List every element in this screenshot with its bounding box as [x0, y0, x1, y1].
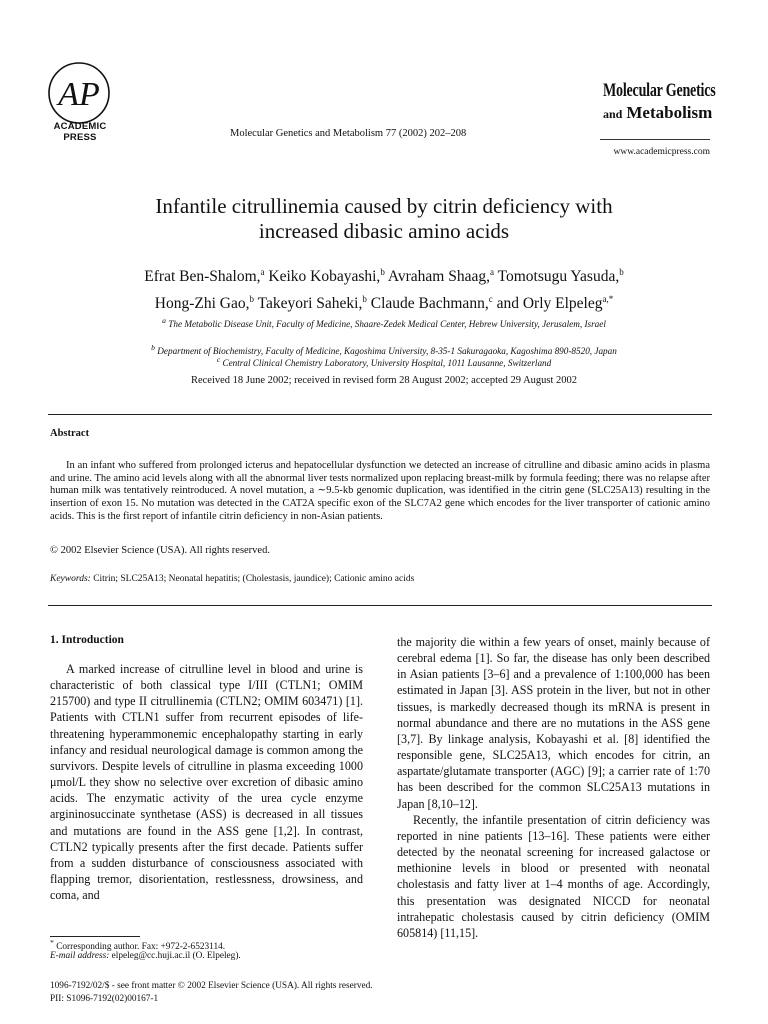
- author-name: Keiko Kobayashi,: [264, 268, 381, 286]
- keywords-list: Citrin; SLC25A13; Neonatal hepatitis; (Cholestasis, jaundice); Cationic amino acids: [90, 574, 415, 584]
- author-name: Claude Bachmann,: [366, 295, 489, 313]
- author-line-1: [60, 261, 708, 288]
- footer-issn-line: 1096-7192/02/$ - see front matter © 2002 Elsevier Science (USA). All rights reserved.: [50, 981, 373, 991]
- author-affiliation-mark: a,*: [602, 294, 614, 305]
- footnote-email-label: E-mail address:: [50, 951, 110, 961]
- footnote-email-link[interactable]: elpeleg@cc.huji.ac.il (O. Elpeleg).: [109, 951, 241, 961]
- publisher-logo: [46, 60, 112, 126]
- abstract-heading: Abstract: [50, 428, 90, 439]
- article-title: [60, 194, 708, 244]
- body-paragraph: A marked increase of citrulline level in blood and urine is characteristic of both classical type I/III (CTLN1; OMIM 215700) and type II citrullinemia (CTLN2; OMIM 603471) [1]. Patients with CTLN1 suffer from recurrent episodes of life-threatening hyperammonemic encephalopathy starting in early infancy and residual neurological damage is common among the survivors. Despite levels of citrulline in plasma exceeding 1000 μmol/L they show no selective over excretion of dibasic amino acids. The enzymatic activity of the urea cycle enzyme argininosuccinate synthetase (ASS) is decreased in all tissues and mutations are found in the ASS gene [1,2]. In contrast, CTLN2 typically presents after the first decade. Patients suffer from a sudden disturbance of consciousness associated with flapping tremor, disorientation, restlessness, drowsiness, and coma, and: [50, 662, 363, 903]
- body-paragraph: the majority die within a few years of onset, mainly because of cerebral edema [1]. So far, the disease has only been described in Asian patients [3–6] and a prevalence of 1:100,000 has been estimated in Japan [3]. ASS protein in the liver, but not in other tissues, is markedly decreased though its mRNA is present in normal abundance and there are no mutations in the ASS gene [3,7]. By linkage analysis, Kobayashi et al. [8] identified the responsible gene, SLC25A13, which encodes for citrin, an aspartate/glutamate transporter (AGC) [9]; a carrier rate of 1:70 has been described for the common SLC25A13 mutations in Japan [8,10–12].: [397, 635, 710, 811]
- abstract-text: In an infant who suffered from prolonged icterus and hepatocellular dysfunction we detected an increase of citrulline and dibasic amino acids in plasma and urine. The amino acid levels along with all the abnormal liver tests normalized upon replacing breast-milk by formula feeding; there was no relapse after human milk was tentatively reintroduced. A novel mutation, a ∼9.5-kb genomic duplication, was identified in the citrin gene (SLC25A13) resulting in the insertion of exon 15. No mutation was detected in the CAT2A specific exon of the SLC7A2 gene which encodes for the liver transporter of cationic amino acids. This is the first report of infantile citrin deficiency in non-Asian patients.: [50, 460, 710, 522]
- article-title-line2: increased dibasic amino acids: [258, 219, 510, 243]
- author-affiliation-mark: a: [260, 267, 265, 277]
- footnote-email: [50, 951, 241, 961]
- author-name: Takeyori Saheki,: [253, 295, 363, 313]
- abstract-bottom-rule: [48, 605, 712, 606]
- footnote-rule: [50, 936, 140, 937]
- author-affiliation-mark: b: [249, 294, 254, 305]
- journal-url-link[interactable]: www.academicpress.com: [613, 147, 710, 157]
- author-affiliation-mark: c: [488, 294, 493, 305]
- affiliation-mark: a: [162, 316, 166, 325]
- journal-citation: Molecular Genetics and Metabolism 77 (2002) 202–208: [230, 128, 467, 139]
- received-dates: Received 18 June 2002; received in revised form 28 August 2002; accepted 29 August 2002: [190, 375, 578, 386]
- author-affiliation-mark: b: [362, 294, 367, 305]
- journal-brand-line2: [603, 103, 712, 123]
- affiliation-text: Central Clinical Chemistry Laboratory, University Hospital, 1011 Lausanne, Switzerland: [222, 358, 552, 369]
- author-name: and Orly Elpeleg: [492, 295, 603, 313]
- affiliation-c: [90, 353, 678, 370]
- article-title-line1: Infantile citrullinemia caused by citrin deficiency with: [155, 194, 613, 218]
- affiliation-mark: c: [216, 355, 221, 364]
- publisher-name-line2: PRESS: [63, 132, 97, 143]
- affiliation-text: Department of Biochemistry, Faculty of Medicine, Kagoshima University, 8-35-1 Sakuragaoka, Kagoshima 890-8520, Japan: [157, 346, 617, 357]
- journal-brand-line1: Molecular Genetics: [603, 80, 716, 101]
- affiliation-a: [90, 314, 678, 331]
- body-column-right: [397, 634, 710, 941]
- keywords-label: Keywords:: [50, 574, 91, 584]
- body-paragraph: Recently, the infantile presentation of citrin deficiency was reported in nine patients [13–16]. These patients were either detected by the neonatal screening for increased galactose or methionine levels in blood or presented with neonatal cholestasis and fatty liver at 1–4 months of age. Accordingly, this presentation was designated NICCD for neonatal intrahepatic cholestasis caused by citrin deficiency (OMIM 605814) [11,15].: [397, 812, 710, 940]
- footnote-mark: *: [50, 938, 54, 947]
- journal-brand-metabolism: Metabolism: [626, 103, 713, 122]
- author-affiliation-mark: b: [380, 267, 385, 277]
- brand-divider: [600, 139, 710, 140]
- author-name: Avraham Shaag,: [384, 268, 490, 286]
- author-list: [60, 261, 708, 315]
- author-name: Tomotsugu Yasuda,: [493, 268, 620, 286]
- body-column-left: [50, 661, 363, 903]
- author-affiliation-mark: a: [489, 267, 494, 277]
- publisher-name-line1: ACADEMIC: [53, 121, 107, 132]
- affiliation-mark: b: [151, 343, 155, 352]
- footnote-text: Corresponding author. Fax: +972-2-6523114.: [56, 942, 226, 953]
- abstract-top-rule: [48, 414, 712, 415]
- section-heading-introduction: 1. Introduction: [50, 634, 124, 646]
- keywords: [50, 574, 414, 584]
- author-name: Hong-Zhi Gao,: [154, 295, 250, 313]
- journal-brand-and: and: [603, 107, 623, 121]
- footnote-corresponding-author: [50, 938, 225, 952]
- affiliation-text: The Metabolic Disease Unit, Faculty of Medicine, Shaare-Zedek Medical Center, Hebrew University, Jerusalem, Israel: [168, 319, 606, 330]
- author-line-2: [60, 288, 708, 315]
- author-name: Efrat Ben-Shalom,: [144, 268, 261, 286]
- author-affiliation-mark: b: [619, 267, 624, 277]
- publisher-logo-text: AP: [58, 76, 100, 113]
- footer-pii-line: PII: S1096-7192(02)00167-1: [50, 994, 159, 1004]
- abstract-copyright: © 2002 Elsevier Science (USA). All rights reserved.: [50, 545, 270, 556]
